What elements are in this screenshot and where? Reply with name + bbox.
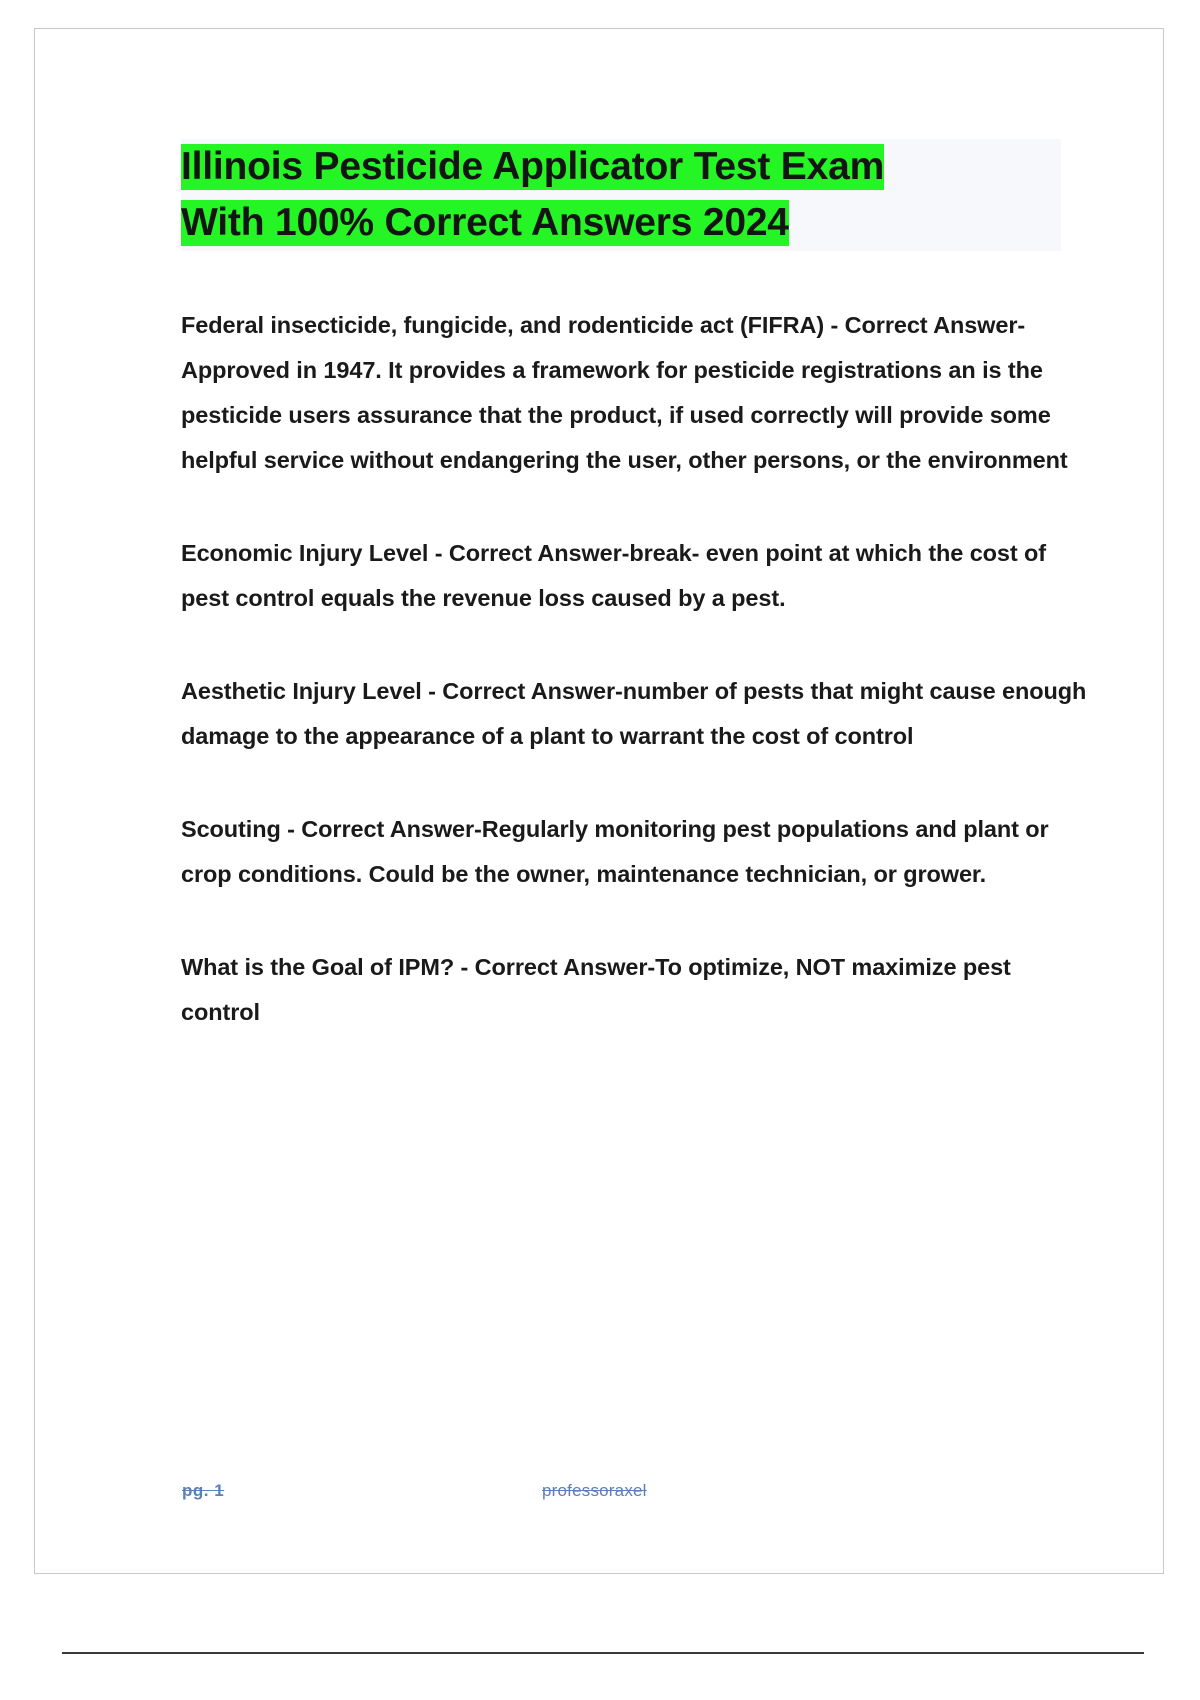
page-number: pg. 1 <box>182 1481 225 1500</box>
document-page <box>34 28 1164 1574</box>
qa-entry: Aesthetic Injury Level - Correct Answer-number of pests that might cause enough damage to the appearance of a plant to warrant the cost of control <box>181 678 1087 749</box>
qa-entry: Economic Injury Level - Correct Answer-break- even point at which the cost of pest control equals the revenue loss caused by a pest. <box>181 540 1047 611</box>
page-title-line-2: With 100% Correct Answers 2024 <box>181 201 789 244</box>
qa-entry: Scouting - Correct Answer-Regularly monitoring pest populations and plant or crop conditions. Could be the owner, maintenance technician, or grower. <box>181 816 1049 887</box>
page-title <box>181 139 1061 251</box>
page-footer <box>182 1481 1062 1507</box>
qa-entry: Federal insecticide, fungicide, and rodenticide act (FIFRA) - Correct Answer-Approved in 1947. It provides a framework for pesticide registrations an is the pesticide users assurance that the product, if used correctly will provide some helpful service without endangering the user, other persons, or the environment <box>181 312 1068 473</box>
footer-author: professoraxel <box>542 1481 647 1500</box>
page-separator-bottom <box>62 1652 1144 1654</box>
qa-entry: What is the Goal of IPM? - Correct Answer-To optimize, NOT maximize pest control <box>181 954 1011 1025</box>
page-content <box>181 139 1101 1035</box>
page-title-line-1: Illinois Pesticide Applicator Test Exam <box>181 145 885 188</box>
qa-list <box>181 303 1101 1035</box>
